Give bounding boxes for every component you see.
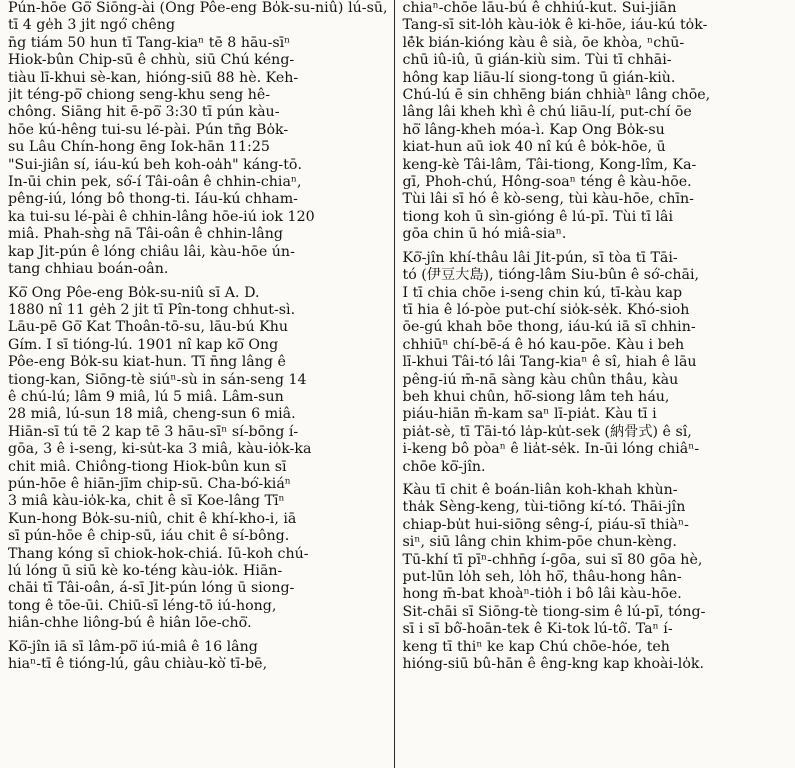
japan-paragraph: Kō͘-jîn khí-thâu lâi Ji̍t-pún, sī tòa tī Tāi- tó (伊豆大島), tióng-lâm Siu-bûn ê só͘-chāi, I tī chia chōe i-seng chin kú, tī-kàu kap tī hia ê ló-pòe put-chí sio̍k-se̍k. Khó-sioh ōe-gú khah bōe thong, iáu-kú iā sī chhin- chhiūⁿ chí-bē-á ê hó kau-pōe. Kàu i beh lī-khui Tâi-tó lâi Tang-kiaⁿ ê sî, hiah ê lāu pêng-iú m̄-nā sàng kàu chûn thâu, kàu beh khui chûn, hō͘-siong lâm teh háu, piáu-hiān m̄-kam saⁿ lī-pia̍t. Kàu tī i pia̍t-sè, tī Tāi-tó la̍p-ku̍t-sek (納骨式) ê sî, i-keng bô pòaⁿ ê lia̍t-se̍k. In-ūi lóng chiâⁿ- chōe kō͘-jîn. (402, 249, 700, 475)
character-paragraph: Kō͘-jîn iā sī lâm-pō͘ iú-miâ ê 16 lâng hiaⁿ-tī ê tióng-lú, gâu chiàu-kò͘ tī-bē, (8, 638, 268, 673)
continued-paragraph: chiaⁿ-chōe lāu-bú ê chhiú-kut. Sui-jiān Tang-sī sit-lo̍h kàu-io̍k ê ki-hōe, iáu-kú to̍k- lē̍k bián-kióng kàu ê sià, ōe khòa, ⁿchū- chū iû-iû, ū gián-kiù sim. Tùi tī chhāi- hông kap liāu-lí siong-tong ū gián-kiù. Chú-lú ē sin chhēng bián chhiàⁿ lâng chōe, lâng lâi kheh khì ê chú liāu-lí, put-chí ōe hō͘ lâng-kheh móa-ì. Kap Ong Bo̍k-su kiat-hun aū iok 40 nî kú ê bo̍k-hōe, ū keng-kè Tâi-lâm, Tâi-tiong, Kong-lîm, Ka- gī, Phoh-chú, Hông-soaⁿ téng ê kàu-hōe. Tùi lâi sī hó ê kò-seng, tùi kàu-hōe, chīn- tiong koh ū sìn-gióng ê lú-pī. Tùi tī lâi gōa chin ū hó miâ-siaⁿ. (402, 0, 711, 243)
faith-paragraph: Kàu tī chit ê boán-liân koh-khah khùn- tha̍k Sèng-keng, tùi-tiōng kí-tó. Thāi-jîn chiap-bu̍t hui-siōng sêng-í, piáu-sī thiàⁿ- siⁿ, siū lâng chin khim-pōe chun-kèng. Tū-khí tī pīⁿ-chhn̄g í-gōa, sui sī 80 gōa hè, put-lūn lo̍h seh, lo̍h hō͘, thâu-hong hân- hong m̄-bat khoàⁿ-tio̍h i bô lâi kàu-hōe. Sit-chāi sī Siōng-tè tiong-sim ê lú-pī, tóng- sī i sī bô͘-hoān-tek ê Ki-tok lú-tô͘. Taⁿ í- keng tī thiⁿ ke kap Chú chōe-hóe, teh hióng-siū bû-hān ê êng-kng kap khoài-lo̍k. (402, 481, 706, 673)
right-column (395, 0, 790, 768)
obituary-paragraph: Pún-hōe Gō͘ Siōng-ài (Ong Pôe-eng Bo̍k-su-niû) lú-sū, tī 4 ge̍h 3 ji̍t ngó͘ chêng n̄g tiám 50 hun tī Tang-kiaⁿ tē 8 hāu-sīⁿ Hiok-bûn Chip-sū ê chhù, siū Chú kéng- tiàu lī-khui sè-kan, hióng-siū 88 hè. Keh- ji̍t téng-pō͘ chiong seng-khu seng hê- chông. Siāng hit ē-pō͘ 3:30 tī pún kàu- hōe kú-hêng tui-su lé-pài. Pún tn̄g Bo̍k- su Lâu Chín-hong ēng Iok-hān 11:25 "Sui-jiân sí, iáu-kú beh koh-oa̍h" káng-tō. In-ūi chin pek, só͘-í Tâi-oân ê chhin-chiaⁿ, pêng-iú, lóng bô thong-ti. Iáu-kú chham- ka tui-su lé-pài ê chhin-lâng hōe-iú iok 120 miâ. Phah-sǹg nā Tâi-oân ê chhin-lâng kap Ji̍t-pún ê lóng chiâu lâi, kàu-hōe ún- tang chhiau boán-oân. (8, 0, 388, 278)
biography-paragraph: Kō͘ Ong Pôe-eng Bo̍k-su-niû sī A. D. 1880 nî 11 ge̍h 2 ji̍t tī Pîn-tong chhut-sì. Lāu-pē Gō͘ Kat Thoân-tō-su, lāu-bú Khu Gím. I sī tióng-lú. 1901 nî kap kō͘ Ong Pôe-eng Bo̍k-su kiat-hun. Tī n̄ng lâng ê tiong-kan, Siōng-tè siúⁿ-sù in sán-seng 14 ê chú-lú; lâm 9 miâ, lú 5 miâ. Lâm-sun 28 miâ, lú-sun 18 miâ, cheng-sun 6 miâ. Hiān-sī tú tē 2 kap tē 3 hāu-sīⁿ sí-bōng í- gōa, 3 ê i-seng, ki-su̍t-ka 3 miâ, kàu-io̍k-ka chit miâ. Chiông-tiong Hiok-bûn kun sī pún-hōe ê hiān-jīm chip-sū. Cha-bó͘-kiáⁿ 3 miâ kàu-io̍k-ka, chit ê sī Koe-lâng Tīⁿ Kun-hong Bo̍k-su-niû, chit ê khí-kho-i, iā sī pún-hōe ê chip-sū, iáu chit ê sí-bông. Thang kóng sī chiok-hok-chiá. Iū-koh chú- lú lóng ū siū kè ko-téng kàu-io̍k. Hiān- chāi tī Tâi-oân, á-sī Ji̍t-pún lóng ū siong- tong ê tōe-ūi. Chiū-sī léng-tō iú-hong, hiân-chhe liông-bú ê hiân lōe-chō͘. (8, 284, 312, 632)
left-column (8, 0, 394, 768)
